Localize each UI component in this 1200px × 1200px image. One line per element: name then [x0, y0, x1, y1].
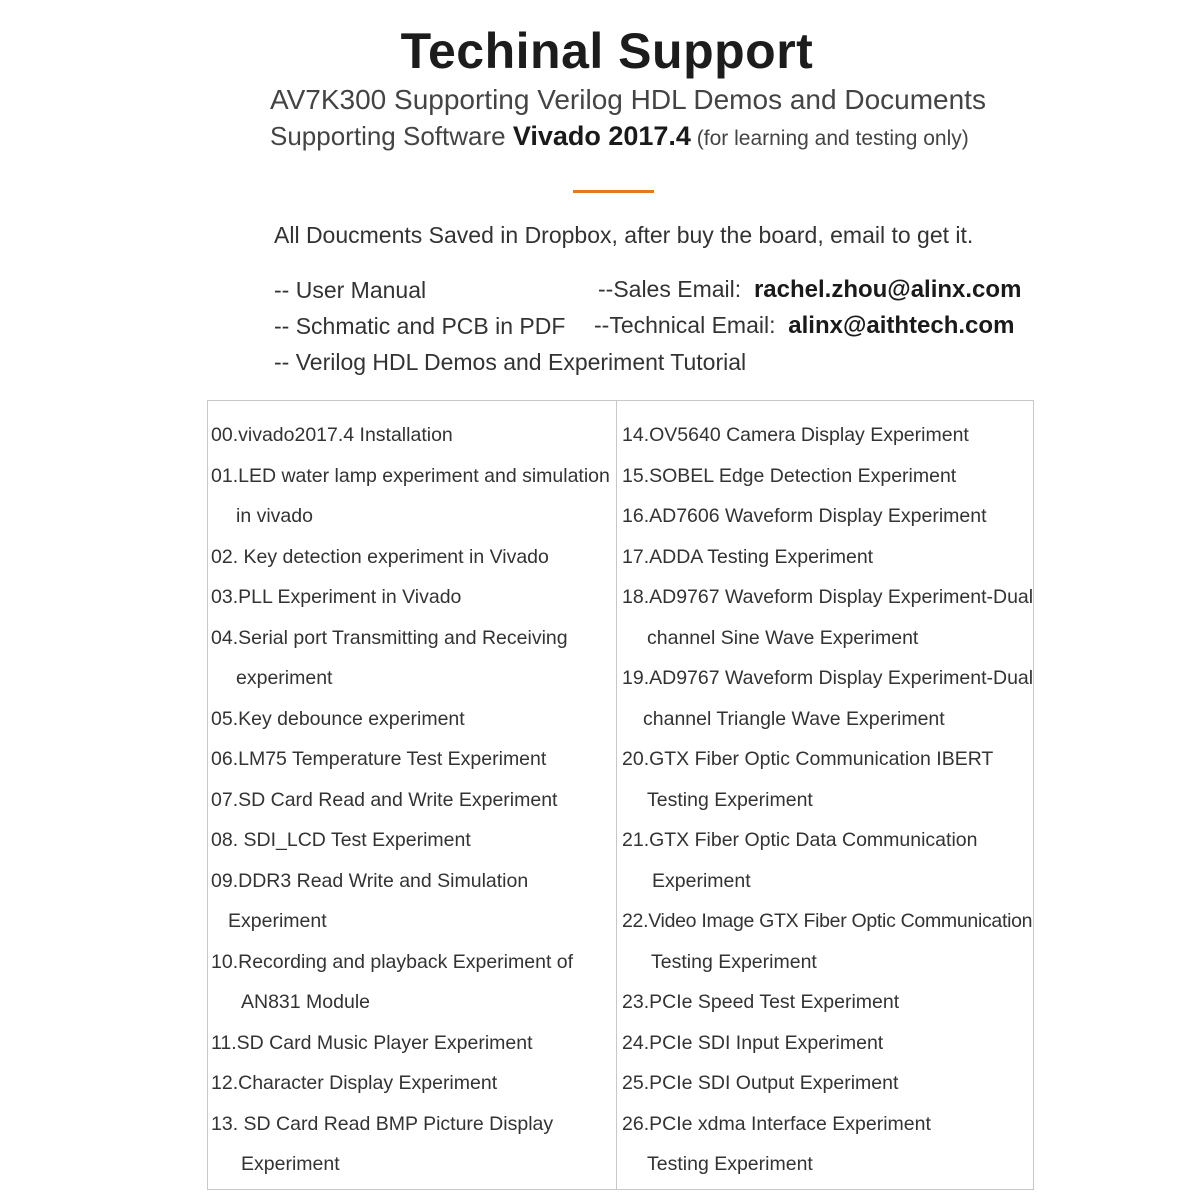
list-item: 23.PCIe Speed Test Experiment	[622, 991, 900, 1013]
table-column-divider	[616, 400, 617, 1190]
list-item-continuation: Testing Experiment	[647, 1153, 813, 1175]
list-item: 01.LED water lamp experiment and simulation	[211, 464, 610, 487]
list-item: 04.Serial port Transmitting and Receiving	[211, 626, 568, 649]
experiments-right-column	[622, 415, 1032, 1185]
page-title: Techinal Support	[400, 23, 814, 79]
accent-divider	[573, 190, 654, 193]
list-item: 21.GTX Fiber Optic Data Communication	[622, 829, 978, 851]
list-item: 18.AD9767 Waveform Display Experiment-Dual	[622, 586, 1034, 608]
doc-item-schematic: -- Schmatic and PCB in PDF	[274, 313, 566, 339]
list-item: 12.Character Display Experiment	[211, 1072, 498, 1094]
list-item: 24.PCIe SDI Input Experiment	[622, 1031, 884, 1054]
sales-label: --Sales Email:	[598, 276, 742, 302]
tech-email[interactable]: alinx@aithtech.com	[788, 312, 1015, 339]
doc-item-user-manual: -- User Manual	[274, 277, 427, 303]
intro-text: All Doucments Saved in Dropbox, after buy the board, email to get it.	[274, 222, 974, 248]
tech-label: --Technical Email:	[594, 312, 776, 338]
software-line	[270, 121, 969, 152]
list-item-continuation: in vivado	[236, 505, 313, 527]
list-item: 05.Key debounce experiment	[211, 707, 465, 730]
list-item: 20.GTX Fiber Optic Communication IBERT	[622, 748, 994, 770]
list-item: 25.PCIe SDI Output Experiment	[622, 1072, 899, 1094]
list-item: 26.PCIe xdma Interface Experiment	[622, 1112, 931, 1135]
sales-email[interactable]: rachel.zhou@alinx.com	[753, 276, 1022, 303]
list-item-continuation: Experiment	[241, 1153, 340, 1175]
list-item: 06.LM75 Temperature Test Experiment	[211, 748, 547, 770]
list-item-continuation: Experiment	[228, 910, 327, 932]
list-item: 07.SD Card Read and Write Experiment	[211, 788, 558, 811]
list-item-continuation: channel Sine Wave Experiment	[647, 626, 919, 649]
list-item: 22.Video Image GTX Fiber Optic Communication	[622, 910, 1033, 932]
list-item: 02. Key detection experiment in Vivado	[211, 545, 549, 568]
software-note: (for learning and testing only)	[690, 127, 969, 150]
list-item-continuation: Testing Experiment	[647, 788, 813, 811]
list-item: 00.vivado2017.4 Installation	[211, 424, 453, 446]
list-item: 13. SD Card Read BMP Picture Display	[211, 1112, 554, 1135]
list-item: 19.AD9767 Waveform Display Experiment-Dual	[622, 667, 1034, 689]
software-name: Vivado 2017.4	[512, 121, 691, 151]
experiments-left-column	[211, 415, 611, 1185]
product-subtitle: AV7K300 Supporting Verilog HDL Demos and Documents	[270, 84, 986, 115]
list-item: 17.ADDA Testing Experiment	[622, 545, 874, 568]
list-item-continuation: Testing Experiment	[651, 950, 817, 973]
list-item: 09.DDR3 Read Write and Simulation	[211, 869, 529, 892]
list-item-continuation: AN831 Module	[241, 991, 370, 1013]
software-prefix: Supporting Software	[270, 121, 513, 151]
list-item: 14.OV5640 Camera Display Experiment	[622, 424, 969, 446]
list-item-continuation: channel Triangle Wave Experiment	[643, 707, 945, 730]
list-item: 16.AD7606 Waveform Display Experiment	[622, 505, 987, 527]
list-item: 08. SDI_LCD Test Experiment	[211, 829, 471, 851]
list-item-continuation: Experiment	[652, 869, 751, 892]
list-item: 03.PLL Experiment in Vivado	[211, 586, 462, 608]
sales-contact	[598, 276, 1021, 304]
list-item-continuation: experiment	[236, 667, 333, 689]
list-item: 10.Recording and playback Experiment of	[211, 950, 574, 973]
doc-item-demos: -- Verilog HDL Demos and Experiment Tutorial	[274, 349, 747, 375]
tech-contact	[594, 312, 1014, 340]
list-item: 11.SD Card Music Player Experiment	[211, 1031, 533, 1054]
list-item: 15.SOBEL Edge Detection Experiment	[622, 464, 957, 487]
